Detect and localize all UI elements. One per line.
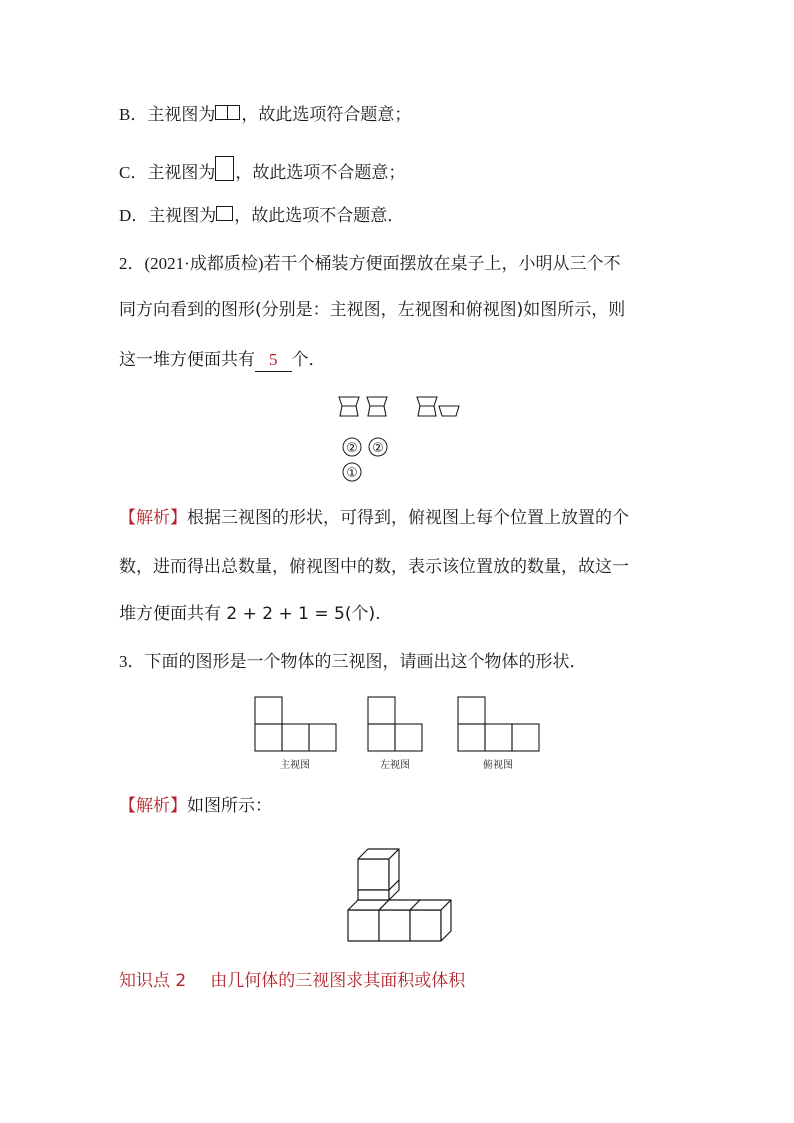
top-view-count: ②: [346, 441, 358, 456]
left-view-label: 左视图: [380, 760, 410, 771]
option-suffix: ，故此选项不合题意；: [235, 163, 406, 183]
q2-line-2: 同方向看到的图形(分别是：主视图，左视图和俯视图)如图所示，则: [119, 300, 626, 320]
option-letter: B．: [119, 105, 148, 124]
left-view-bowls: [417, 397, 437, 416]
option-suffix: ，故此选项符合题意；: [241, 105, 412, 125]
analysis-tag: 【解析】: [119, 508, 187, 528]
option-d: [119, 204, 404, 228]
option-b: [119, 103, 411, 127]
left-view: [368, 697, 422, 751]
answer-blank: 5: [255, 349, 292, 372]
top-view: [458, 697, 539, 751]
front-view: [255, 697, 336, 751]
line-prefix: 这一堆方便面共有: [119, 350, 255, 370]
question-number: 2．: [119, 254, 145, 273]
analysis-3-line: [119, 794, 272, 818]
single-square-front-view: [216, 205, 234, 223]
question-source: (2021·成都质检): [144, 254, 264, 273]
option-prefix: 主视图为: [147, 105, 216, 125]
top-view-count: ①: [346, 466, 358, 481]
q3-line: [119, 650, 587, 674]
cube-solid-figure: [342, 840, 454, 946]
q2-line-1: [119, 252, 620, 276]
top-view-count: ②: [372, 441, 384, 456]
option-suffix: ，故此选项不合题意．: [234, 206, 405, 226]
option-letter: D．: [119, 206, 149, 225]
section-label: 知识点 2: [119, 971, 187, 991]
option-prefix: 主视图为: [148, 206, 217, 226]
front-view-bowls: [339, 397, 387, 416]
line-suffix: 个．: [291, 350, 326, 370]
side-bowl: [439, 406, 459, 416]
three-views-figure: [250, 692, 550, 774]
option-letter: C．: [119, 163, 148, 182]
question-text: 下面的图形是一个物体的三视图，请画出这个物体的形状．: [144, 652, 587, 672]
analysis-text: 如图所示：: [187, 796, 272, 816]
top-view-label: 俯视图: [483, 760, 513, 771]
question-number: 3．: [119, 652, 145, 671]
section-heading: [119, 969, 465, 993]
analysis-2-line-2: 数，进而得出总数量，俯视图中的数，表示该位置放的数量，故这一: [119, 557, 629, 577]
analysis-text: 堆方便面共有 2 + 2 + 1 = 5(个).: [119, 604, 381, 624]
tall-rectangle-front-view: [215, 156, 235, 182]
question-text: 若干个桶装方便面摆放在桌子上，小明从三个不: [263, 254, 621, 274]
analysis-tag: 【解析】: [119, 796, 187, 816]
analysis-2-line-3: [119, 602, 381, 626]
analysis-2-line-1: [119, 506, 629, 530]
two-square-front-view: [215, 104, 241, 122]
analysis-text: 根据三视图的形状，可得到，俯视图上每个位置上放置的个: [187, 508, 629, 528]
front-view-label: 主视图: [280, 760, 310, 771]
section-title: 由几何体的三视图求其面积或体积: [210, 971, 466, 991]
option-prefix: 主视图为: [147, 163, 216, 183]
q2-line-3: [119, 348, 326, 372]
option-c: [119, 156, 405, 185]
noodle-bowl-views-figure: [335, 392, 470, 487]
